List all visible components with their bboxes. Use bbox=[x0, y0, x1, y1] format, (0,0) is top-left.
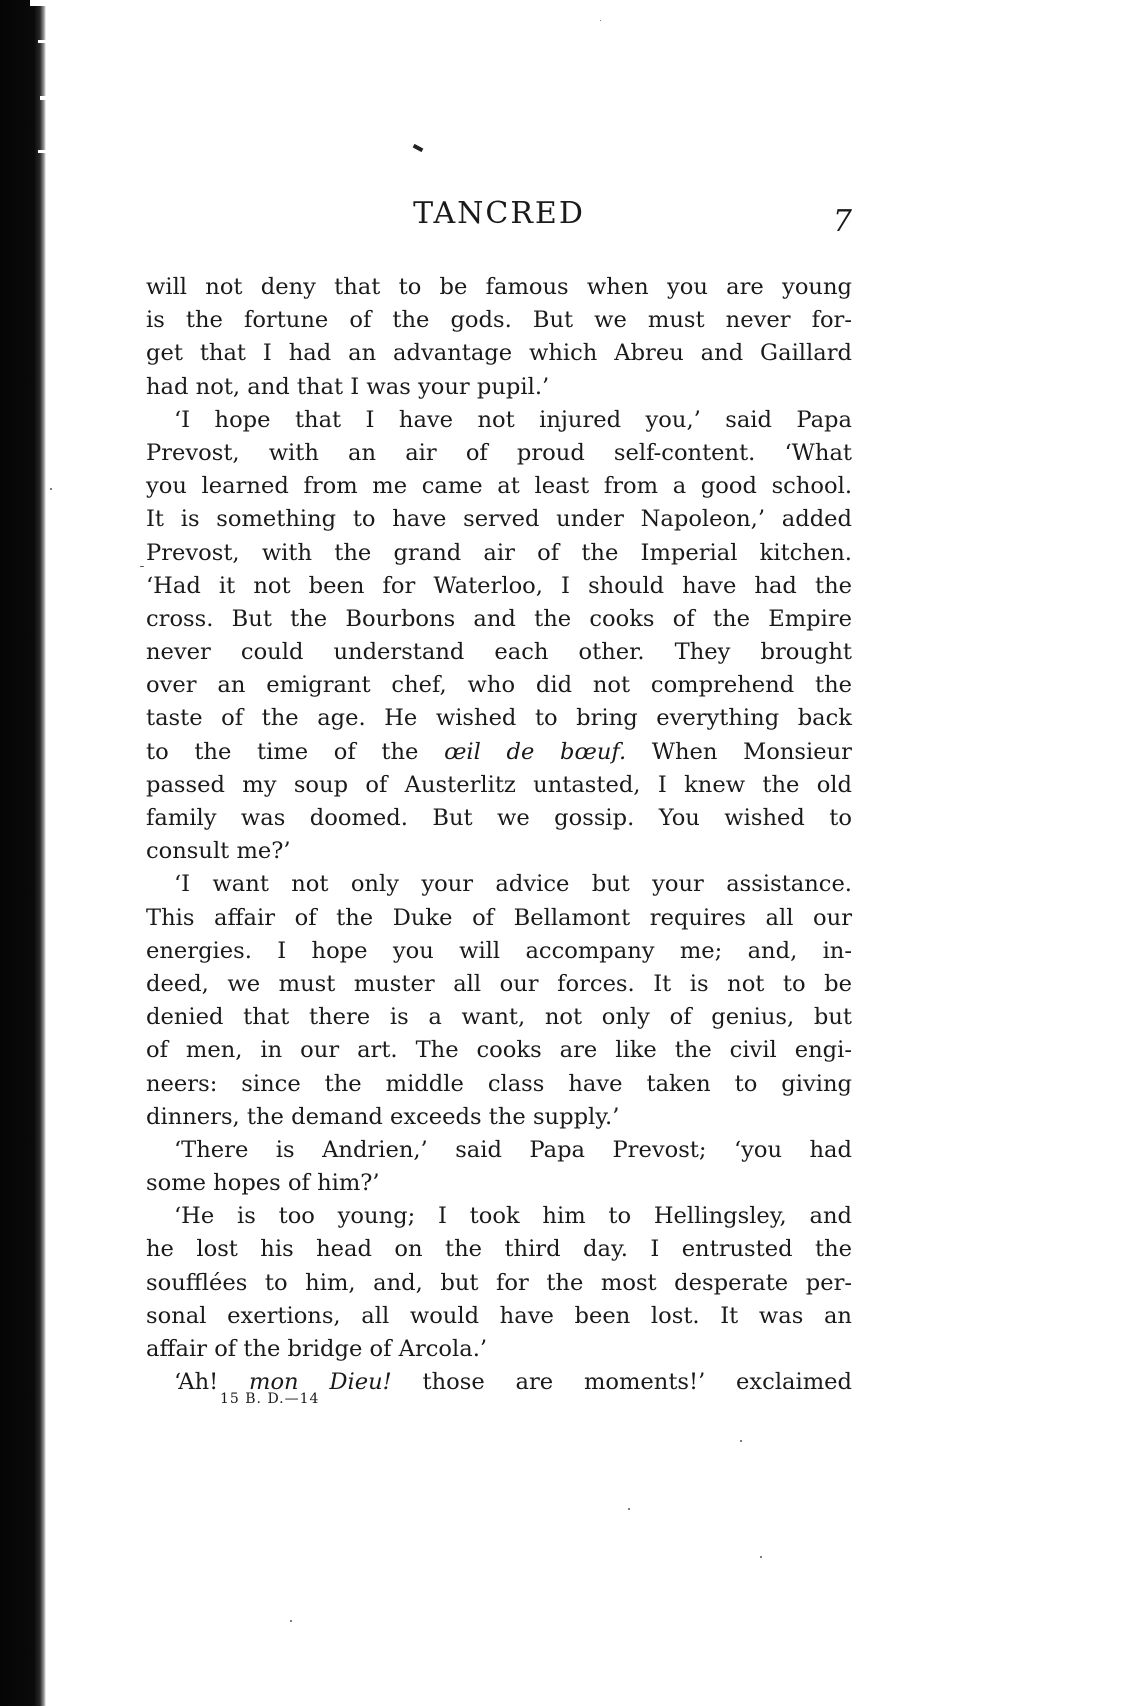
text-line: ‘I want not only your advice but your assistance. bbox=[174, 871, 852, 898]
text-line: over an emigrant chef, who did not comprehend the bbox=[146, 672, 852, 699]
text-line: dinners, the demand exceeds the supply.’ bbox=[146, 1103, 620, 1130]
binding-edge bbox=[0, 0, 46, 1706]
italic-phrase: œil de bœuf. bbox=[444, 738, 627, 765]
text-line: neers: since the middle class have taken to giving bbox=[146, 1070, 852, 1097]
text-line: had not, and that I was your pupil.’ bbox=[146, 373, 550, 400]
text-line: Prevost, with an air of proud self-content. ‘What bbox=[146, 439, 852, 466]
text-line: of men, in our art. The cooks are like the civil engi- bbox=[146, 1037, 852, 1064]
text-line: passed my soup of Austerlitz untasted, I knew the old bbox=[146, 771, 852, 798]
text-segment: those are moments!’ exclaimed bbox=[391, 1369, 852, 1396]
text-line: energies. I hope you will accompany me; and, in- bbox=[146, 937, 852, 964]
body-text bbox=[146, 271, 852, 1399]
text-line: ‘I hope that I have not injured you,’ said Papa bbox=[174, 406, 852, 433]
running-head bbox=[146, 196, 852, 240]
text-segment: ‘Ah! bbox=[174, 1369, 250, 1396]
text-line: soufflées to him, and, but for the most desperate per- bbox=[146, 1269, 852, 1296]
page-number: 7 bbox=[832, 204, 852, 239]
ink-mark bbox=[413, 144, 424, 152]
italic-phrase: mon Dieu! bbox=[249, 1369, 392, 1396]
text-line: is the fortune of the gods. But we must never for- bbox=[146, 307, 852, 334]
text-line bbox=[146, 736, 852, 769]
text-line: some hopes of him?’ bbox=[146, 1170, 380, 1197]
text-line: ‘There is Andrien,’ said Papa Prevost; ‘you had bbox=[174, 1136, 852, 1163]
text-line: cross. But the Bourbons and the cooks of the Empire bbox=[146, 605, 852, 632]
text-line: ‘He is too young; I took him to Hellingsley, and bbox=[174, 1203, 852, 1230]
page-title: TANCRED bbox=[413, 196, 585, 231]
text-line: he lost his head on the third day. I entrusted the bbox=[146, 1236, 852, 1263]
text-segment: When Monsieur bbox=[626, 738, 852, 765]
text-line: consult me?’ bbox=[146, 838, 291, 865]
text-line: get that I had an advantage which Abreu and Gaillard bbox=[146, 340, 852, 367]
text-line: This affair of the Duke of Bellamont requires all our bbox=[146, 904, 852, 931]
text-line: Prevost, with the grand air of the Imperial kitchen. bbox=[146, 539, 852, 566]
text-line: denied that there is a want, not only of genius, but bbox=[146, 1004, 852, 1031]
text-line: you learned from me came at least from a good school. bbox=[146, 473, 852, 500]
printer-signature: 15 B. D.—14 bbox=[220, 1391, 320, 1407]
text-line: sonal exertions, all would have been lost. It was an bbox=[146, 1302, 852, 1329]
text-line: family was doomed. But we gossip. You wished to bbox=[146, 805, 852, 831]
text-line: ‘Had it not been for Waterloo, I should have had the bbox=[146, 572, 852, 599]
text-segment: to the time of the bbox=[146, 738, 445, 765]
text-line: never could understand each other. They brought bbox=[146, 639, 852, 666]
text-line: It is something to have served under Napoleon,’ added bbox=[146, 506, 852, 533]
text-line: deed, we must muster all our forces. It is not to be bbox=[146, 970, 852, 997]
text-line: taste of the age. He wished to bring everything back bbox=[146, 705, 852, 732]
text-line: will not deny that to be famous when you are young bbox=[146, 274, 852, 300]
text-line: affair of the bridge of Arcola.’ bbox=[146, 1336, 488, 1362]
